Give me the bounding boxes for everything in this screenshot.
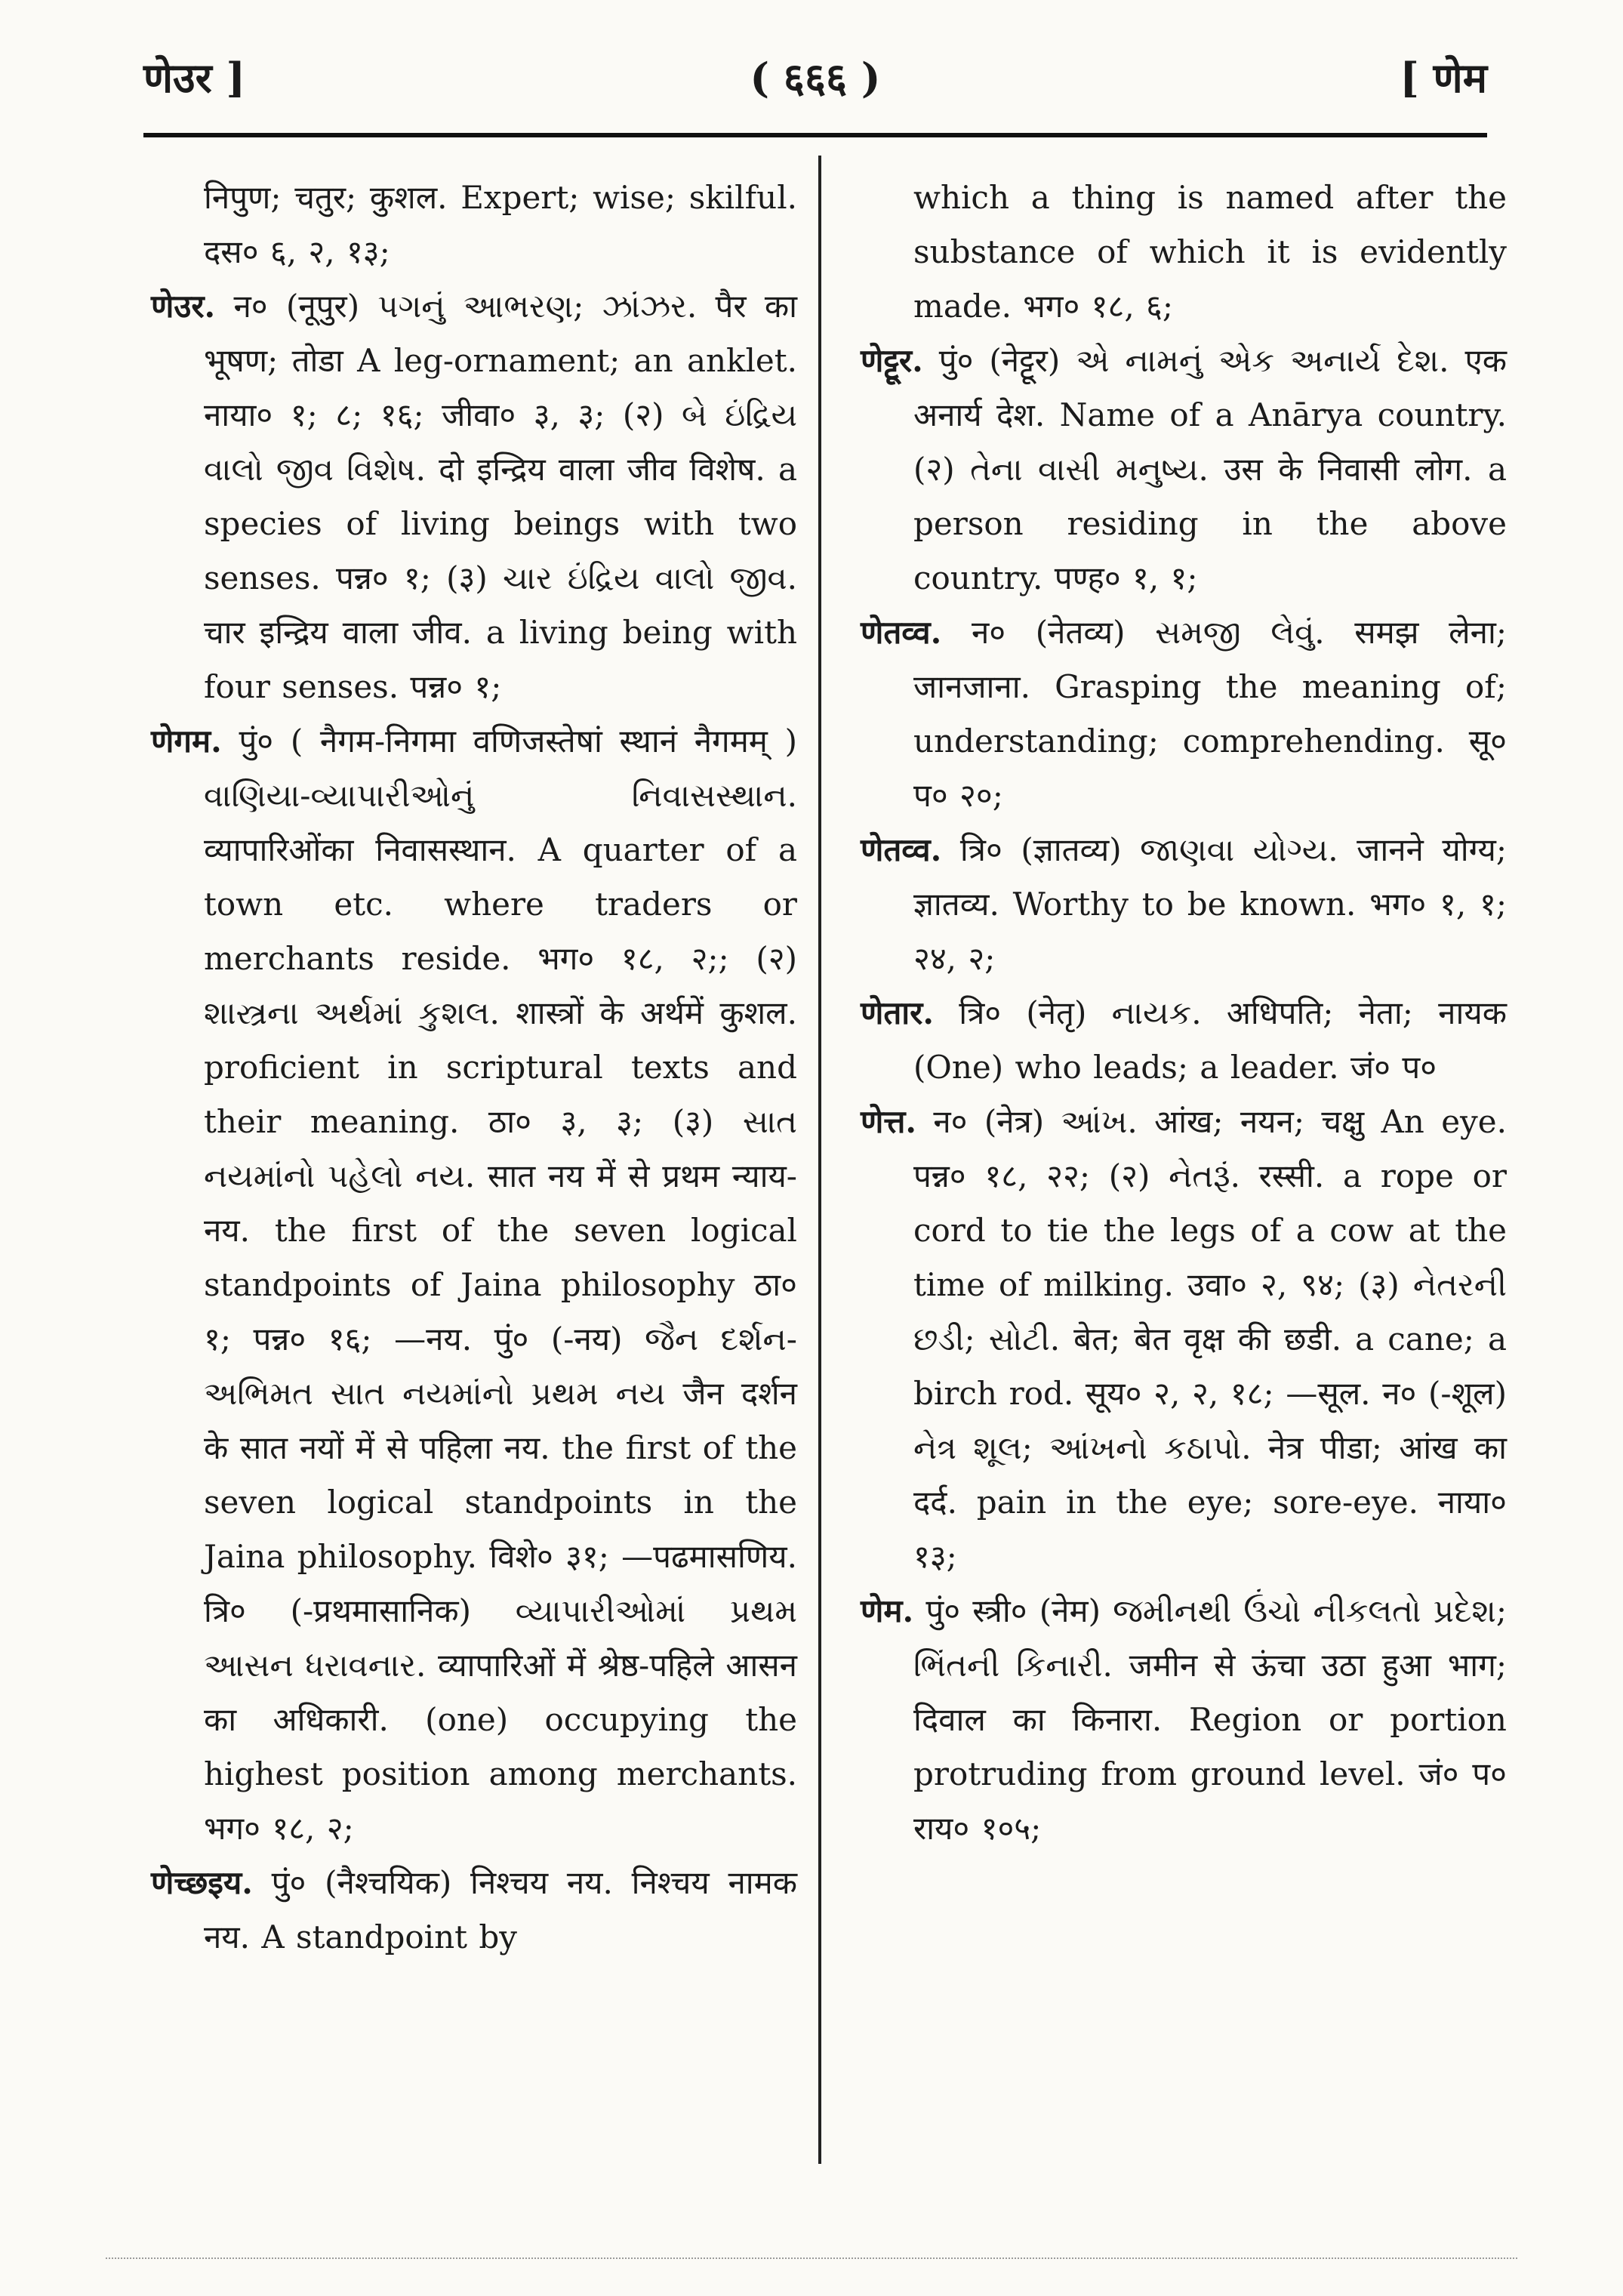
entry-text: त्रि० (नेतृ) નાયક. अधिपति; नेता; नायक (One) who leads; a leader. जं० प० (913, 994, 1507, 1086)
entry-headword: णेट्टूर. (861, 342, 923, 379)
entry-text: निपुण; चतुर; कुशल. Expert; wise; skilful. दस० ६, २, १३; (204, 179, 797, 270)
entry-text: न० (नेत्र) આંખ. आंख; नयन; चक्षु An eye. पन्न० १८, २२; (२) નેતરૂં. रस्सी. a rope or cord to tie the legs of a cow at the time of milking. उवा० २, ९४; (३) નેતરની છડી; સોટી. बेत; बेत वृक्ष की छडी. a cane; a birch rod. सूय० २, २, १८; —सूल. न० (-शूल) નેત્ર શૂલ; આંખનો કઠાપો. नेत्र पीडा; आंख का दर्द. pain in the eye; sore-eye. नाया० १३; (913, 1103, 1507, 1575)
dictionary-entry (861, 823, 1507, 986)
dictionary-entry (861, 1095, 1507, 1584)
dictionary-entry (151, 1856, 797, 1965)
entry-headword: णेतव्व. (861, 614, 942, 651)
entry-headword: णेम. (861, 1592, 914, 1629)
entry-headword: णेउर. (151, 288, 216, 325)
entry-text: which a thing is named after the substance of which it is evidently made. भग० १८, ६; (913, 179, 1507, 325)
dictionary-entry (861, 986, 1507, 1095)
page-bottom-edge (106, 2257, 1517, 2259)
dictionary-entry (861, 1584, 1507, 1856)
page-number: ( ६६६ ) (750, 54, 881, 102)
header-left-guideword: णेउर ] (143, 54, 246, 102)
column-divider (818, 156, 821, 2164)
dictionary-entry (151, 279, 797, 714)
dictionary-entry (151, 714, 797, 1856)
header-rule (143, 133, 1487, 137)
page-header (143, 33, 1487, 116)
dictionary-entry (861, 171, 1507, 334)
entry-headword: णेतव्व. (861, 831, 942, 868)
entry-text: पुं० ( नैगम-निगमा वणिजस्तेषां स्थानं नैगमम् ) વાણિયા-વ્યાપારીઓનું નિવાસસ્થાન. व्यापारिओंका निवासस्थान. A quarter of a town etc. where traders or merchants reside. भग० १८, २;; (२) શાસ્ત્રના અર્થમાં કુશલ. शास्त्रों के अर्थमें कुशल. proficient in scriptural texts and their meaning. ठा० ३, ३; (३) સાત નયમાંનો પહેલો નય. सात नय में से प्रथम न्याय-नय. the first of the seven logical standpoints of Jaina philosophy ठा० १; पन्न० १६; —नय. पुं० (-नय) જૈન દર્શન-અભિમત સાત નયમાંનો પ્રથમ નય जैन दर्शन के सात नयों में से पहिला नय. the first of the seven logical standpoints in the Jaina philosophy. विशे० ३१; —पढमासणिय. त्रि० (-प्रथमासानिक) વ્યાપારીઓમાં પ્રથમ આસન ધરાવનાર. व्यापारिओं में श्रेष्ठ-पहिले आसन का अधिकारी. (one) occupying the highest position among merchants. भग० १८, २; (204, 723, 797, 1847)
dictionary-entry (861, 334, 1507, 606)
entry-text: पुं० स्त्री० (नेम) જમીનથી ઉંચો નીકલતો પ્રદેશ; ભિંતની કિનારી. जमीन से ऊंचा उठा हुआ भाग; दिवाल का किनारा. Region or portion protruding from ground level. जं० प० राय० १०५; (913, 1592, 1507, 1847)
entry-headword: णेगम. (151, 723, 222, 760)
entry-headword: णेत्त. (861, 1103, 917, 1140)
dictionary-entry (861, 606, 1507, 823)
right-column (861, 171, 1507, 1856)
entry-headword: णेच्छइय. (151, 1864, 253, 1901)
left-column (151, 171, 797, 1965)
entry-text: पुं० (नेट्टूर) એ નામનું એક અનાર્ય દેશ. एक अनार्य देश. Name of a Anārya country. (२) તેના વાસી મનુષ્ય. उस के निवासी लोग. a person residing in the above country. पण्ह० १, १; (913, 342, 1507, 596)
header-right-guideword: [ णेम (1400, 54, 1487, 102)
entry-text: न० (नेतव्य) સમજી લેવું. समझ लेना; जानजाना. Grasping the meaning of; understanding; comprehending. सू० प० २०; (913, 614, 1507, 814)
dictionary-entry (151, 171, 797, 279)
entry-text: पुं० (नैश्चयिक) निश्चय नय. निश्चय नामक नय. A standpoint by (204, 1864, 798, 1955)
entry-text: न० (नूपुर) પગનું આભરણ; ઝાંઝર. पैर का भूषण; तोडा A leg-ornament; an anklet. नाया० १; ८; १६; जीवा० ३, ३; (२) બે ઇંદ્રિય વાલો જીવ વિશેષ. दो इन्द्रिय वाला जीव विशेष. a species of living beings with two senses. पन्न० १; (३) ચાર ઇંદ્રિય વાલો જીવ. चार इन्द्रिय वाला जीव. a living being with four senses. पन्न० १; (204, 288, 797, 705)
entry-text: त्रि० (ज्ञातव्य) જાણવા યોગ્ય. जानने योग्य; ज्ञातव्य. Worthy to be known. भग० १, १; २४, २; (913, 831, 1507, 977)
entry-headword: णेतार. (861, 994, 934, 1031)
